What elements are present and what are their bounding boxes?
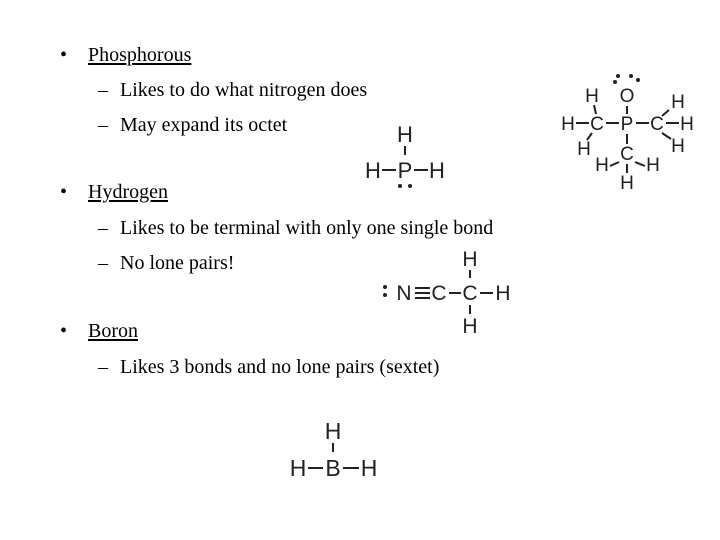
atom-h: H [646, 155, 660, 176]
atom-p: P [397, 158, 413, 183]
atom-h: H [671, 92, 685, 113]
atom-h: H [561, 114, 575, 135]
bond-c-h [662, 110, 669, 116]
heading-phosphorous: Phosphorous [88, 44, 192, 66]
lone-pair-dots [398, 184, 412, 188]
dash-marker: – [98, 356, 108, 378]
atom-c-right: C [650, 114, 664, 135]
atom-h-right: H [429, 158, 445, 183]
bullet-marker: • [60, 181, 68, 203]
atom-h-top: H [324, 418, 342, 444]
subpoint-text: Likes to be terminal with only one single bond [120, 217, 494, 239]
atom-b: B [325, 455, 341, 481]
atom-h-left: H [365, 158, 381, 183]
atom-c1: C [431, 282, 447, 305]
bullet-marker: • [60, 320, 68, 342]
atom-n: N [396, 282, 412, 305]
atom-o: O [619, 86, 635, 107]
atom-c-bottom: C [620, 144, 634, 165]
lone-pair-dots [613, 74, 640, 84]
atom-p: P [620, 114, 634, 135]
atom-h-right: H [360, 455, 378, 481]
subpoint-text: Likes 3 bonds and no lone pairs (sextet) [120, 356, 440, 378]
atom-h: H [577, 139, 591, 160]
dash-marker: – [98, 114, 108, 136]
dash-marker: – [98, 79, 108, 101]
heading-boron: Boron [88, 320, 138, 342]
atom-h: H [671, 136, 685, 157]
atom-h: H [680, 114, 694, 135]
atom-h: H [595, 155, 609, 176]
trimethylphosphine-oxide-structure [555, 70, 705, 195]
subpoint-text: May expand its octet [120, 114, 288, 136]
lone-pair-dots [383, 285, 387, 297]
atom-h: H [620, 173, 634, 194]
bond-c-h [610, 162, 619, 166]
subpoint-text: Likes to do what nitrogen does [120, 79, 368, 101]
atom-h: H [585, 86, 599, 107]
atom-h-left: H [289, 455, 307, 481]
borane-structure [280, 415, 390, 485]
subpoint-text: No lone pairs! [120, 252, 235, 274]
acetonitrile-structure [375, 245, 525, 340]
bond-c-h [662, 133, 671, 139]
heading-hydrogen: Hydrogen [88, 181, 168, 203]
dash-marker: – [98, 217, 108, 239]
atom-h-top: H [397, 122, 413, 147]
bond-c-h [635, 162, 645, 166]
phosphine-structure [355, 120, 455, 200]
atom-h-right: H [495, 282, 511, 305]
atom-c2: C [462, 282, 478, 305]
dash-marker: – [98, 252, 108, 274]
atom-c-left: C [590, 114, 604, 135]
bullet-marker: • [60, 44, 68, 66]
atom-h-bottom: H [462, 315, 478, 338]
atom-h-top: H [462, 248, 478, 271]
